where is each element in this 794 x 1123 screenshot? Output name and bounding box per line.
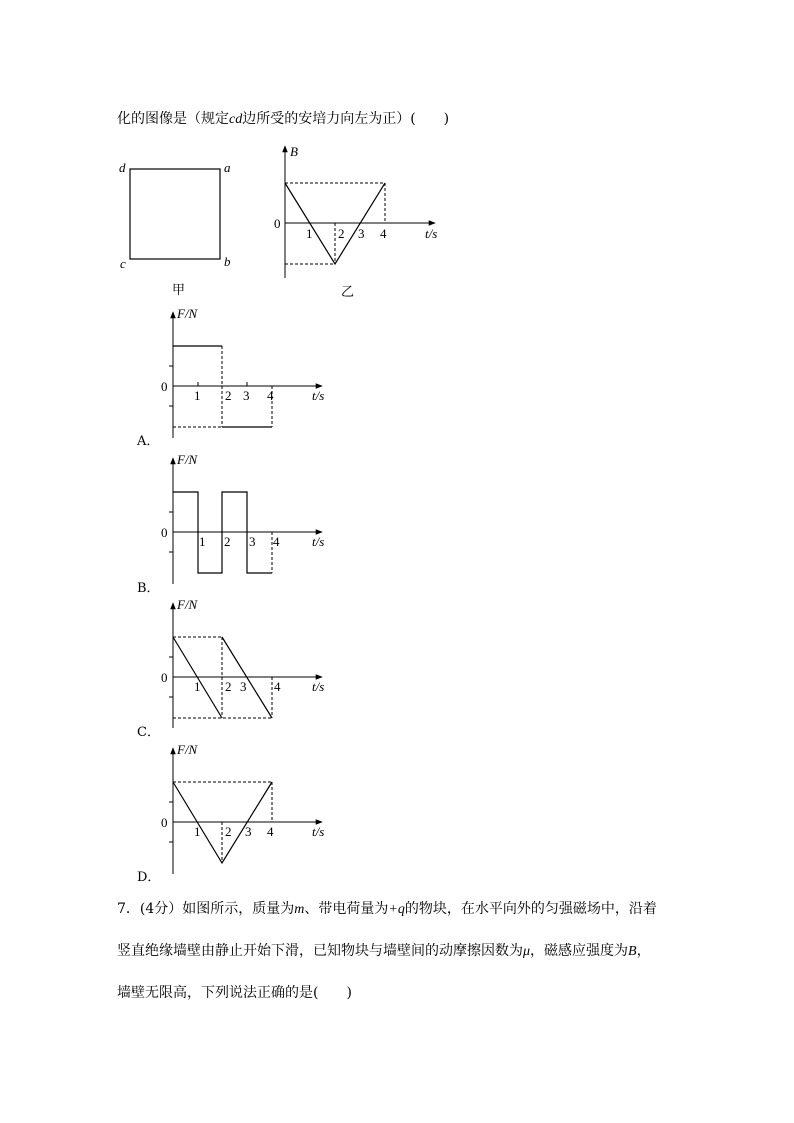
- a-tick-3: 3: [243, 388, 250, 403]
- d-tick-3: 3: [245, 824, 252, 839]
- option-a-label[interactable]: A．: [137, 434, 160, 449]
- option-c-graph: [161, 597, 324, 728]
- q7-var-b: B: [628, 944, 637, 959]
- b-tick-1: 1: [306, 226, 313, 241]
- b-y-label: B: [290, 144, 298, 159]
- c-tick-1: 1: [194, 679, 201, 694]
- corner-d: d: [119, 160, 126, 175]
- option-d-graph: [161, 742, 324, 874]
- a-tick-1: 1: [194, 388, 201, 403]
- a-origin: 0: [161, 379, 168, 394]
- stem-prefix: 化的图像是（规定: [117, 111, 229, 127]
- b-opt-y-label: F/N: [177, 452, 198, 467]
- q7-text-a: 7．(4分）如图所示，质量为: [117, 901, 295, 917]
- c-tick-3: 3: [240, 679, 247, 694]
- a-tick-4: 4: [267, 388, 274, 403]
- a-x-label: t/s: [312, 388, 325, 403]
- b-opt-origin: 0: [161, 525, 168, 540]
- a-y-label: F/N: [177, 306, 198, 321]
- corner-b: b: [224, 254, 231, 269]
- stem-suffix: 边所受的安培力向左为正）( ): [242, 111, 450, 127]
- caption-yi: 乙: [341, 285, 355, 300]
- d-tick-2: 2: [225, 824, 232, 839]
- b-opt-tick-3: 3: [249, 534, 256, 549]
- option-b-graph: [161, 452, 324, 584]
- question7-line3: 墙壁无限高，下列说法正确的是( ): [117, 985, 352, 1001]
- d-tick-1: 1: [194, 824, 201, 839]
- d-y-label: F/N: [177, 742, 198, 757]
- corner-a: a: [224, 160, 231, 175]
- d-tick-4: 4: [267, 824, 274, 839]
- option-c-label[interactable]: C．: [137, 725, 160, 740]
- b-tick-2: 2: [338, 226, 345, 241]
- b-origin: 0: [274, 216, 281, 231]
- b-opt-tick-2: 2: [224, 534, 231, 549]
- q7-text-e: ，磁感应强度为: [530, 943, 629, 959]
- option-b-label[interactable]: B．: [137, 581, 160, 596]
- d-origin: 0: [161, 815, 168, 830]
- d-x-label: t/s: [312, 824, 325, 839]
- q7-text-c: 的物块，在水平向外的匀强磁场中，沿着: [404, 901, 657, 917]
- corner-c: c: [120, 256, 126, 271]
- q7-var-mu: μ: [523, 944, 531, 959]
- b-opt-x-label: t/s: [312, 534, 325, 549]
- option-a-graph: [161, 306, 324, 438]
- c-tick-2: 2: [225, 679, 232, 694]
- b-tick-3: 3: [358, 226, 365, 241]
- c-tick-4: 4: [274, 679, 281, 694]
- question7-line1: [117, 898, 657, 918]
- caption-jia: 甲: [172, 283, 186, 298]
- c-y-label: F/N: [177, 597, 198, 612]
- q7-text-d: 竖直绝缘墙壁由静止开始下滑，已知物块与墙壁间的动摩擦因数为: [117, 943, 523, 959]
- question7-line2: [117, 940, 651, 960]
- q7-text-b: 、带电荷量为: [304, 901, 389, 917]
- b-x-label: t/s: [425, 226, 438, 241]
- c-origin: 0: [161, 670, 168, 685]
- a-tick-2: 2: [225, 388, 232, 403]
- q7-var-m: m: [294, 902, 305, 917]
- stem-var: cd: [229, 112, 243, 127]
- c-x-label: t/s: [312, 679, 325, 694]
- b-opt-tick-4: 4: [273, 534, 280, 549]
- b-tick-4: 4: [380, 226, 387, 241]
- q7-text-f: ，: [636, 943, 651, 959]
- b-opt-tick-1: 1: [199, 534, 206, 549]
- option-d-label[interactable]: D．: [137, 870, 161, 885]
- q7-var-q: +q: [388, 902, 405, 917]
